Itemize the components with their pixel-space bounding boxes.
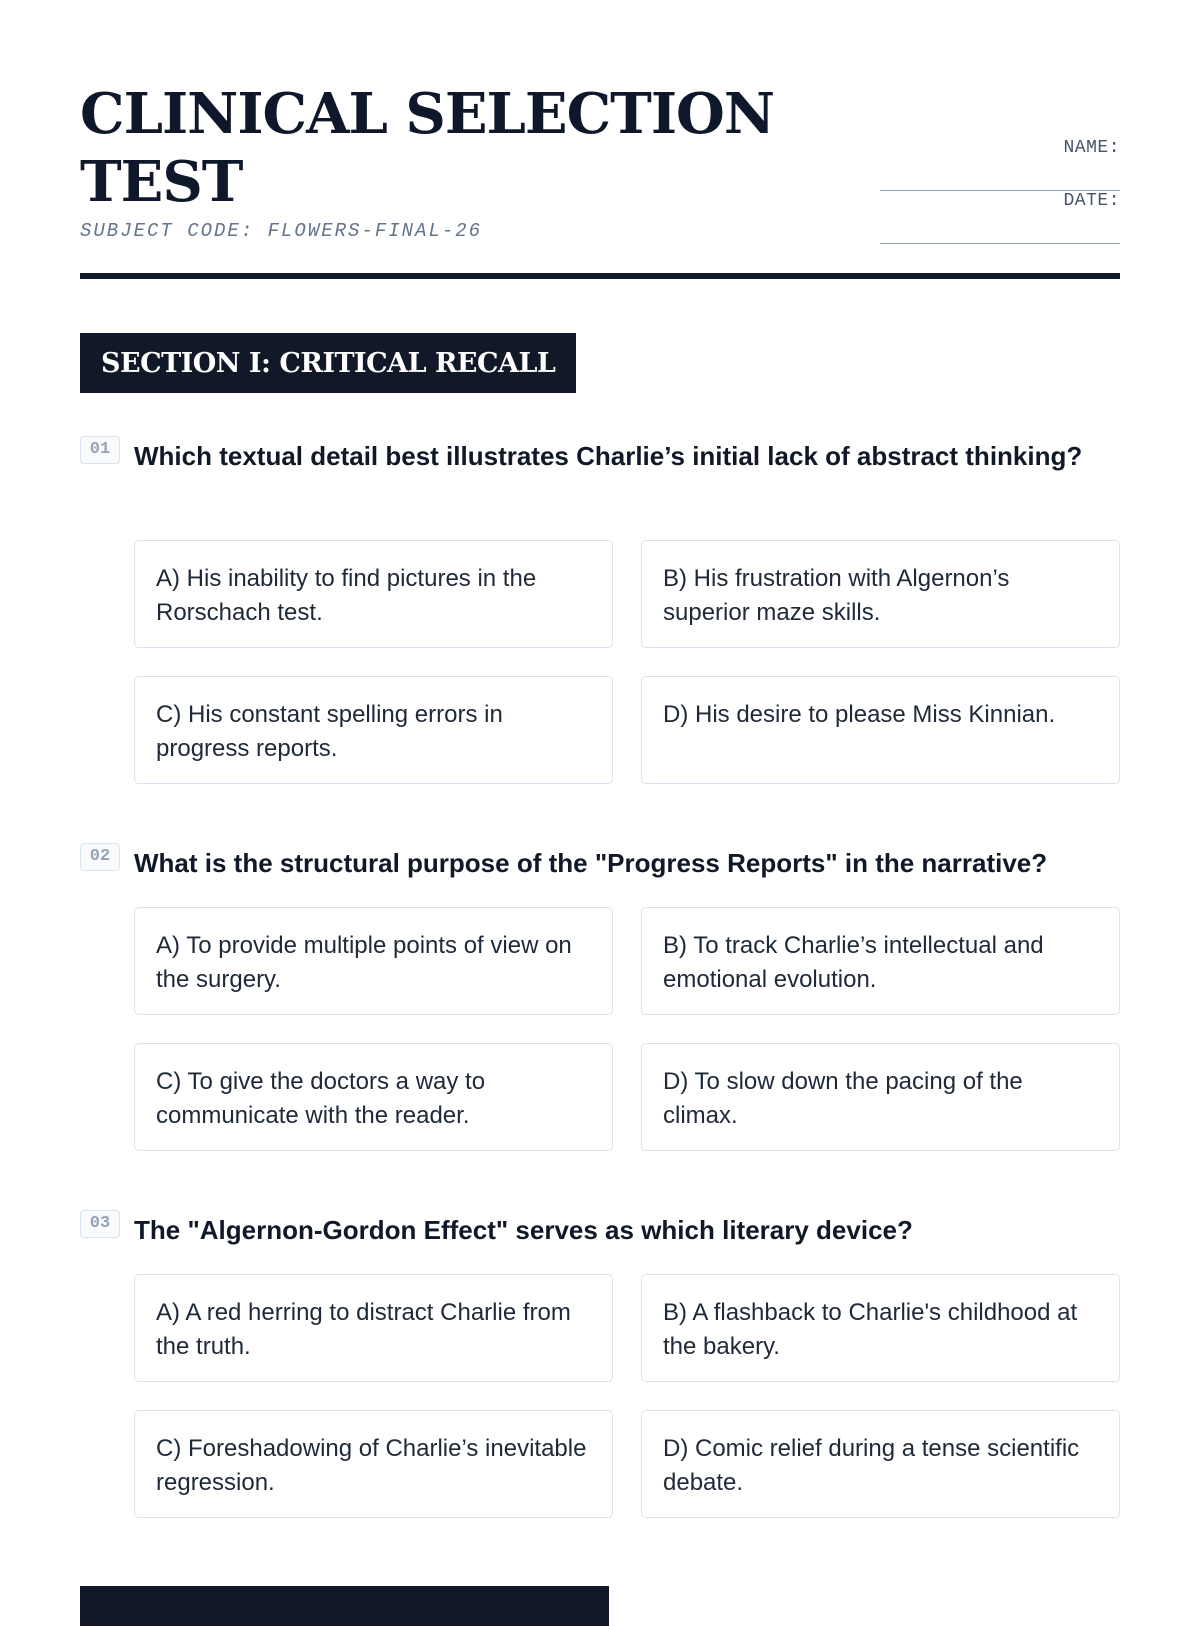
name-field[interactable] [880,138,1120,191]
test-title: CLINICAL SELECTION TEST [80,81,775,215]
answer-option-c[interactable]: C) His constant spelling errors in progress reports. [134,676,613,784]
name-label: NAME: [1063,138,1120,158]
answer-option-d[interactable]: D) His desire to please Miss Kinnian. [641,676,1120,784]
answer-option-d[interactable]: D) Comic relief during a tense scientific debate. [641,1410,1120,1518]
question-text: The "Algernon-Gordon Effect" serves as which literary device? [134,1215,913,1245]
answer-option-c[interactable]: C) Foreshadowing of Charlie’s inevitable regression. [134,1410,613,1518]
next-section-banner [80,1586,609,1626]
answer-option-b[interactable]: B) To track Charlie’s intellectual and emotional evolution. [641,907,1120,1015]
question-number: 03 [80,1210,120,1238]
question-text: Which textual detail best illustrates Charlie’s initial lack of abstract thinking? [134,441,1083,471]
answer-option-d[interactable]: D) To slow down the pacing of the climax. [641,1043,1120,1151]
date-field[interactable] [880,191,1120,244]
answer-option-a[interactable]: A) A red herring to distract Charlie from the truth. [134,1274,613,1382]
section-title: SECTION I: CRITICAL RECALL [80,333,576,393]
answer-option-a[interactable]: A) To provide multiple points of view on the surgery. [134,907,613,1015]
student-info-fields [880,138,1120,244]
answer-options [134,540,1120,784]
question-number: 01 [80,436,120,464]
answer-option-c[interactable]: C) To give the doctors a way to communicate with the reader. [134,1043,613,1151]
answer-options [134,907,1120,1151]
header-divider [80,273,1120,279]
answer-option-a[interactable]: A) His inability to find pictures in the Rorschach test. [134,540,613,648]
answer-options [134,1274,1120,1518]
question-text: What is the structural purpose of the "Progress Reports" in the narrative? [134,848,1048,878]
answer-option-b[interactable]: B) A flashback to Charlie's childhood at the bakery. [641,1274,1120,1382]
answer-option-b[interactable]: B) His frustration with Algernon’s superior maze skills. [641,540,1120,648]
subject-code: SUBJECT CODE: FLOWERS-FINAL-26 [80,220,483,242]
date-label: DATE: [1063,191,1120,211]
question-number: 02 [80,843,120,871]
